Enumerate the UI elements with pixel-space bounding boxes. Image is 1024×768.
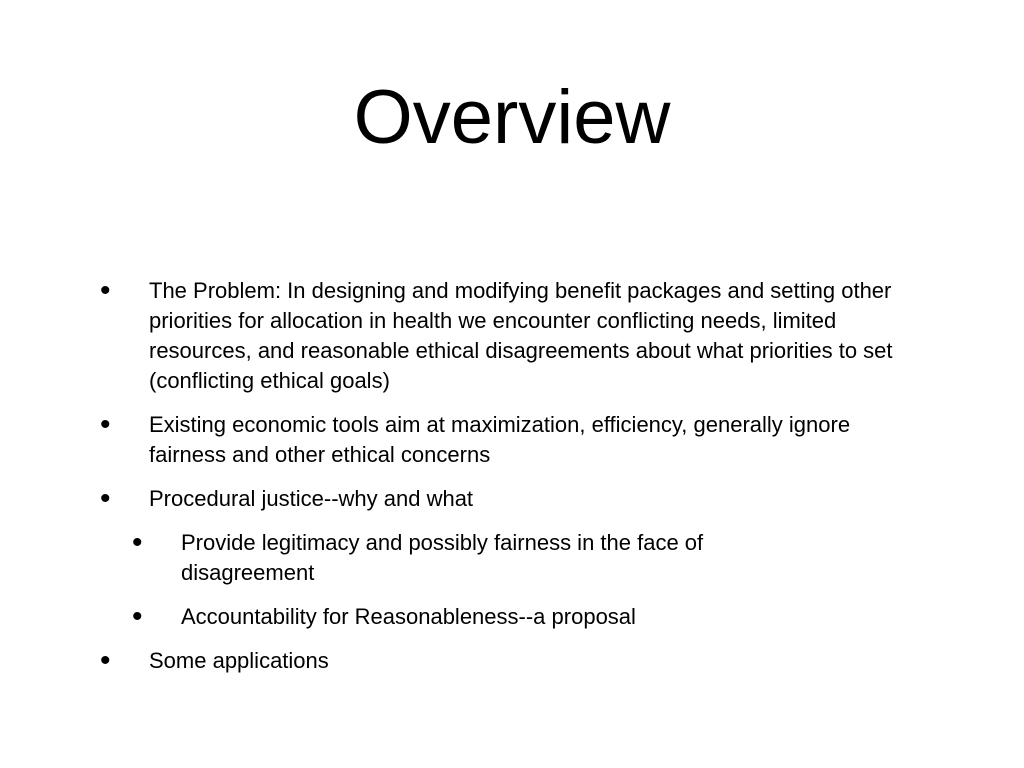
bullet-item-applications: [0, 646, 909, 676]
bullet-text: Existing economic tools aim at maximization, efficiency, generally ignore fairness and other ethical concerns: [149, 412, 851, 467]
bullet-dot-icon: •: [100, 482, 111, 515]
sub-bullet-item-accountability: [0, 602, 821, 632]
sub-bullet-item-legitimacy: [0, 528, 821, 588]
bullet-dot-icon: •: [132, 600, 143, 633]
bullet-text: The Problem: In designing and modifying benefit packages and setting other priorities for allocation in health we encounter conflicting needs, limited resources, and reasonable ethical disagreements about what priorities to set (conflicting ethical goals): [149, 278, 893, 393]
bullet-item-procedural-justice: [0, 484, 909, 514]
bullet-dot-icon: •: [100, 644, 111, 677]
bullet-dot-icon: •: [100, 274, 111, 307]
bullet-list: [0, 276, 1024, 690]
bullet-item-economic-tools: [0, 410, 909, 470]
bullet-dot-icon: •: [100, 408, 111, 441]
bullet-item-problem: [0, 276, 909, 396]
bullet-dot-icon: •: [132, 526, 143, 559]
bullet-text: Some applications: [149, 648, 329, 673]
bullet-text: Accountability for Reasonableness--a proposal: [181, 604, 636, 629]
bullet-text: Procedural justice--why and what: [149, 486, 474, 511]
slide-title: Overview: [353, 75, 671, 160]
bullet-text: Provide legitimacy and possibly fairness in the face of disagreement: [181, 530, 704, 585]
